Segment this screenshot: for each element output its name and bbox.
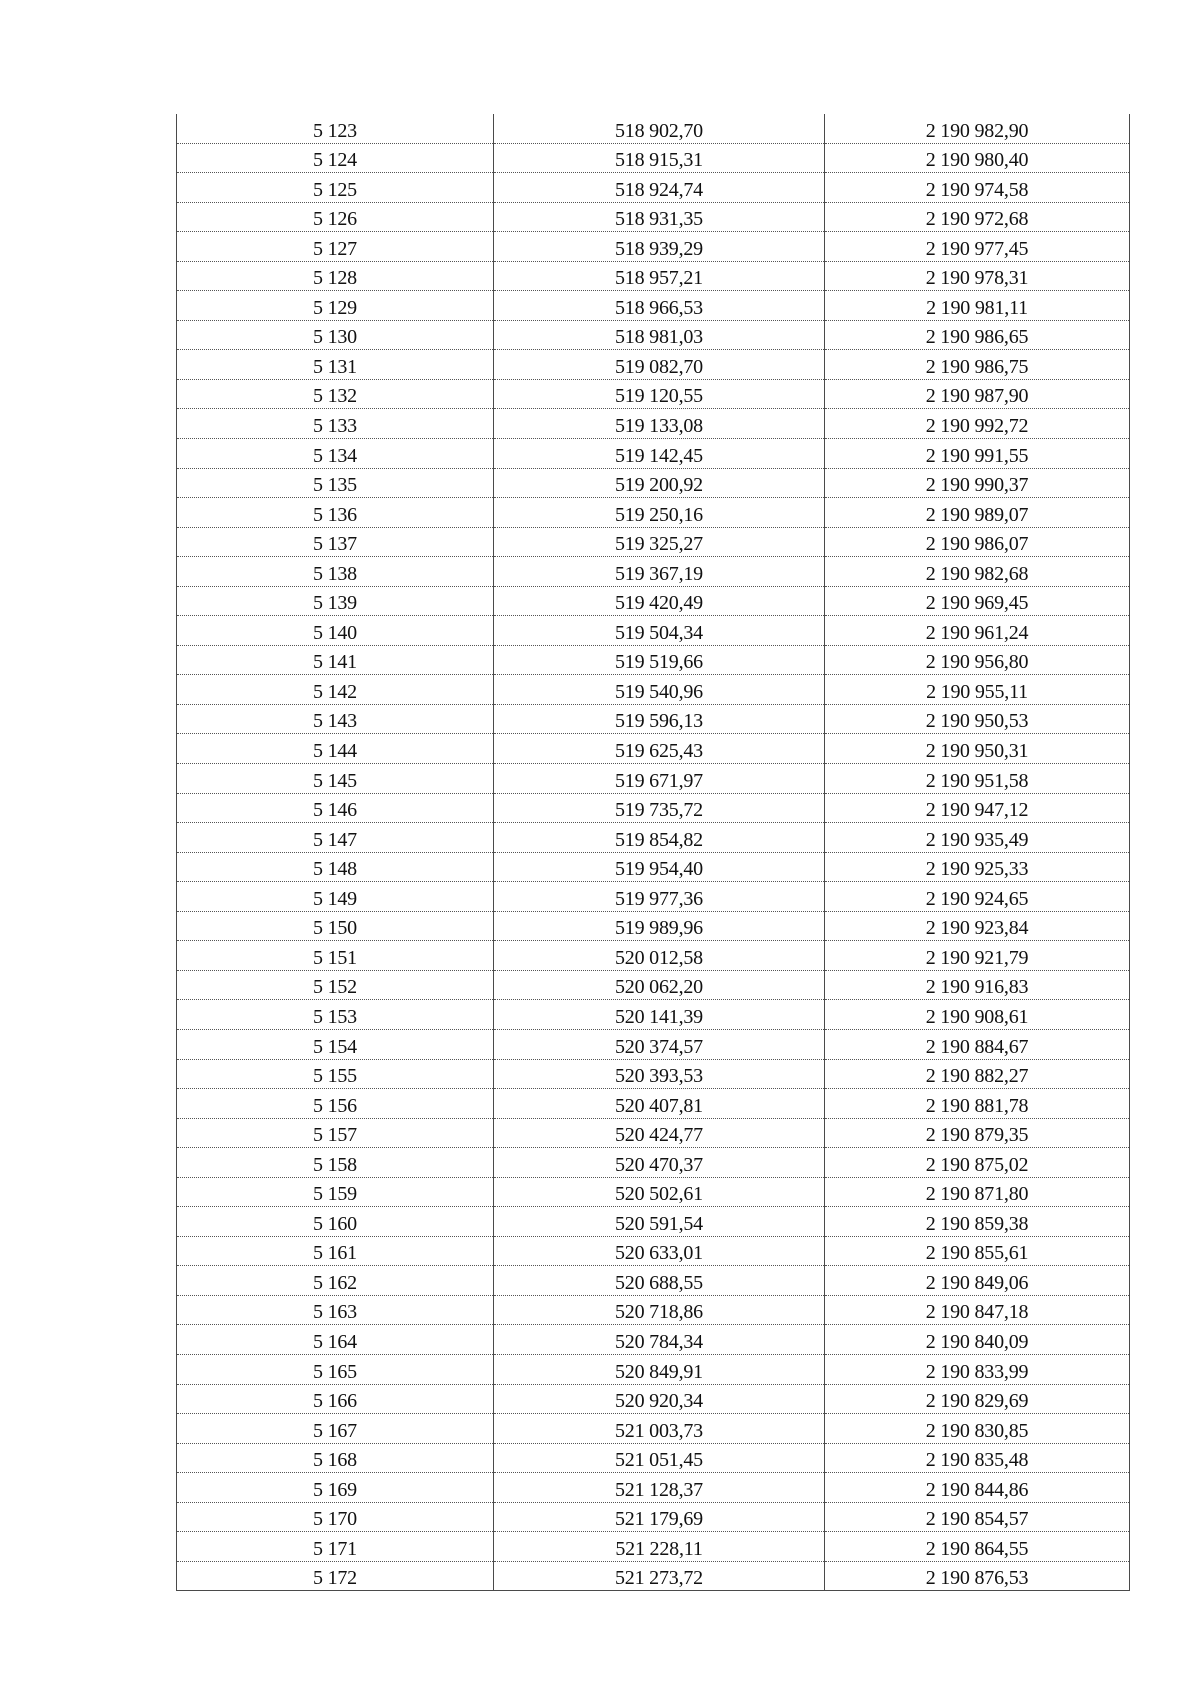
y-coordinate-cell: 2 190 840,09 bbox=[825, 1325, 1130, 1355]
table-row bbox=[177, 557, 1130, 587]
point-number-cell: 5 132 bbox=[177, 379, 494, 409]
table-row bbox=[177, 527, 1130, 557]
x-coordinate-cell: 519 954,40 bbox=[494, 852, 825, 882]
y-coordinate-cell: 2 190 833,99 bbox=[825, 1354, 1130, 1384]
x-coordinate-cell: 519 977,36 bbox=[494, 882, 825, 912]
point-number-cell: 5 139 bbox=[177, 586, 494, 616]
point-number-cell: 5 136 bbox=[177, 498, 494, 528]
x-coordinate-cell: 519 735,72 bbox=[494, 793, 825, 823]
x-coordinate-cell: 521 128,37 bbox=[494, 1473, 825, 1503]
y-coordinate-cell: 2 190 881,78 bbox=[825, 1089, 1130, 1119]
y-coordinate-cell: 2 190 977,45 bbox=[825, 232, 1130, 262]
point-number-cell: 5 165 bbox=[177, 1354, 494, 1384]
table-row bbox=[177, 114, 1130, 143]
x-coordinate-cell: 520 633,01 bbox=[494, 1236, 825, 1266]
point-number-cell: 5 153 bbox=[177, 1000, 494, 1030]
x-coordinate-cell: 519 519,66 bbox=[494, 645, 825, 675]
x-coordinate-cell: 519 367,19 bbox=[494, 557, 825, 587]
point-number-cell: 5 171 bbox=[177, 1532, 494, 1562]
x-coordinate-cell: 519 989,96 bbox=[494, 911, 825, 941]
coordinates-table-body bbox=[177, 114, 1130, 1591]
x-coordinate-cell: 520 012,58 bbox=[494, 941, 825, 971]
y-coordinate-cell: 2 190 882,27 bbox=[825, 1059, 1130, 1089]
x-coordinate-cell: 518 981,03 bbox=[494, 320, 825, 350]
table-row bbox=[177, 498, 1130, 528]
x-coordinate-cell: 518 924,74 bbox=[494, 173, 825, 203]
point-number-cell: 5 125 bbox=[177, 173, 494, 203]
table-row bbox=[177, 468, 1130, 498]
y-coordinate-cell: 2 190 989,07 bbox=[825, 498, 1130, 528]
table-row bbox=[177, 941, 1130, 971]
table-row bbox=[177, 291, 1130, 321]
x-coordinate-cell: 519 671,97 bbox=[494, 764, 825, 794]
point-number-cell: 5 138 bbox=[177, 557, 494, 587]
y-coordinate-cell: 2 190 908,61 bbox=[825, 1000, 1130, 1030]
y-coordinate-cell: 2 190 981,11 bbox=[825, 291, 1130, 321]
table-row bbox=[177, 882, 1130, 912]
point-number-cell: 5 131 bbox=[177, 350, 494, 380]
point-number-cell: 5 126 bbox=[177, 202, 494, 232]
x-coordinate-cell: 521 051,45 bbox=[494, 1443, 825, 1473]
point-number-cell: 5 144 bbox=[177, 734, 494, 764]
y-coordinate-cell: 2 190 974,58 bbox=[825, 173, 1130, 203]
y-coordinate-cell: 2 190 879,35 bbox=[825, 1118, 1130, 1148]
table-row bbox=[177, 320, 1130, 350]
x-coordinate-cell: 518 939,29 bbox=[494, 232, 825, 262]
table-row bbox=[177, 1148, 1130, 1178]
table-row bbox=[177, 675, 1130, 705]
y-coordinate-cell: 2 190 986,65 bbox=[825, 320, 1130, 350]
y-coordinate-cell: 2 190 951,58 bbox=[825, 764, 1130, 794]
x-coordinate-cell: 520 407,81 bbox=[494, 1089, 825, 1119]
table-row bbox=[177, 911, 1130, 941]
table-row bbox=[177, 823, 1130, 853]
point-number-cell: 5 157 bbox=[177, 1118, 494, 1148]
x-coordinate-cell: 520 374,57 bbox=[494, 1029, 825, 1059]
point-number-cell: 5 141 bbox=[177, 645, 494, 675]
y-coordinate-cell: 2 190 986,75 bbox=[825, 350, 1130, 380]
point-number-cell: 5 123 bbox=[177, 114, 494, 143]
x-coordinate-cell: 518 966,53 bbox=[494, 291, 825, 321]
point-number-cell: 5 163 bbox=[177, 1295, 494, 1325]
point-number-cell: 5 143 bbox=[177, 704, 494, 734]
y-coordinate-cell: 2 190 947,12 bbox=[825, 793, 1130, 823]
x-coordinate-cell: 520 424,77 bbox=[494, 1118, 825, 1148]
point-number-cell: 5 158 bbox=[177, 1148, 494, 1178]
x-coordinate-cell: 521 228,11 bbox=[494, 1532, 825, 1562]
x-coordinate-cell: 519 854,82 bbox=[494, 823, 825, 853]
point-number-cell: 5 130 bbox=[177, 320, 494, 350]
y-coordinate-cell: 2 190 992,72 bbox=[825, 409, 1130, 439]
y-coordinate-cell: 2 190 855,61 bbox=[825, 1236, 1130, 1266]
point-number-cell: 5 167 bbox=[177, 1414, 494, 1444]
x-coordinate-cell: 519 420,49 bbox=[494, 586, 825, 616]
table-row bbox=[177, 1207, 1130, 1237]
table-row bbox=[177, 379, 1130, 409]
y-coordinate-cell: 2 190 849,06 bbox=[825, 1266, 1130, 1296]
point-number-cell: 5 154 bbox=[177, 1029, 494, 1059]
y-coordinate-cell: 2 190 864,55 bbox=[825, 1532, 1130, 1562]
x-coordinate-cell: 519 120,55 bbox=[494, 379, 825, 409]
table-row bbox=[177, 704, 1130, 734]
x-coordinate-cell: 520 393,53 bbox=[494, 1059, 825, 1089]
y-coordinate-cell: 2 190 871,80 bbox=[825, 1177, 1130, 1207]
x-coordinate-cell: 520 502,61 bbox=[494, 1177, 825, 1207]
y-coordinate-cell: 2 190 982,68 bbox=[825, 557, 1130, 587]
table-row bbox=[177, 143, 1130, 173]
point-number-cell: 5 152 bbox=[177, 970, 494, 1000]
x-coordinate-cell: 519 133,08 bbox=[494, 409, 825, 439]
table-row bbox=[177, 350, 1130, 380]
y-coordinate-cell: 2 190 978,31 bbox=[825, 261, 1130, 291]
point-number-cell: 5 156 bbox=[177, 1089, 494, 1119]
y-coordinate-cell: 2 190 923,84 bbox=[825, 911, 1130, 941]
y-coordinate-cell: 2 190 829,69 bbox=[825, 1384, 1130, 1414]
x-coordinate-cell: 520 062,20 bbox=[494, 970, 825, 1000]
x-coordinate-cell: 519 082,70 bbox=[494, 350, 825, 380]
table-row bbox=[177, 439, 1130, 469]
y-coordinate-cell: 2 190 925,33 bbox=[825, 852, 1130, 882]
table-row bbox=[177, 616, 1130, 646]
x-coordinate-cell: 519 625,43 bbox=[494, 734, 825, 764]
x-coordinate-cell: 520 718,86 bbox=[494, 1295, 825, 1325]
table-row bbox=[177, 1029, 1130, 1059]
table-row bbox=[177, 1473, 1130, 1503]
x-coordinate-cell: 519 596,13 bbox=[494, 704, 825, 734]
y-coordinate-cell: 2 190 935,49 bbox=[825, 823, 1130, 853]
y-coordinate-cell: 2 190 955,11 bbox=[825, 675, 1130, 705]
table-row bbox=[177, 793, 1130, 823]
y-coordinate-cell: 2 190 969,45 bbox=[825, 586, 1130, 616]
point-number-cell: 5 124 bbox=[177, 143, 494, 173]
y-coordinate-cell: 2 190 830,85 bbox=[825, 1414, 1130, 1444]
point-number-cell: 5 155 bbox=[177, 1059, 494, 1089]
point-number-cell: 5 135 bbox=[177, 468, 494, 498]
y-coordinate-cell: 2 190 876,53 bbox=[825, 1561, 1130, 1591]
y-coordinate-cell: 2 190 950,53 bbox=[825, 704, 1130, 734]
point-number-cell: 5 134 bbox=[177, 439, 494, 469]
table-row bbox=[177, 764, 1130, 794]
point-number-cell: 5 168 bbox=[177, 1443, 494, 1473]
x-coordinate-cell: 518 915,31 bbox=[494, 143, 825, 173]
coordinates-table bbox=[176, 114, 1130, 1591]
point-number-cell: 5 161 bbox=[177, 1236, 494, 1266]
x-coordinate-cell: 519 200,92 bbox=[494, 468, 825, 498]
x-coordinate-cell: 519 142,45 bbox=[494, 439, 825, 469]
table-row bbox=[177, 1118, 1130, 1148]
table-row bbox=[177, 1561, 1130, 1591]
point-number-cell: 5 128 bbox=[177, 261, 494, 291]
y-coordinate-cell: 2 190 921,79 bbox=[825, 941, 1130, 971]
point-number-cell: 5 145 bbox=[177, 764, 494, 794]
table-row bbox=[177, 970, 1130, 1000]
x-coordinate-cell: 519 325,27 bbox=[494, 527, 825, 557]
x-coordinate-cell: 519 540,96 bbox=[494, 675, 825, 705]
table-row bbox=[177, 261, 1130, 291]
point-number-cell: 5 170 bbox=[177, 1502, 494, 1532]
x-coordinate-cell: 518 957,21 bbox=[494, 261, 825, 291]
y-coordinate-cell: 2 190 987,90 bbox=[825, 379, 1130, 409]
point-number-cell: 5 151 bbox=[177, 941, 494, 971]
point-number-cell: 5 159 bbox=[177, 1177, 494, 1207]
x-coordinate-cell: 521 179,69 bbox=[494, 1502, 825, 1532]
point-number-cell: 5 169 bbox=[177, 1473, 494, 1503]
table-row bbox=[177, 645, 1130, 675]
y-coordinate-cell: 2 190 972,68 bbox=[825, 202, 1130, 232]
y-coordinate-cell: 2 190 859,38 bbox=[825, 1207, 1130, 1237]
y-coordinate-cell: 2 190 924,65 bbox=[825, 882, 1130, 912]
y-coordinate-cell: 2 190 980,40 bbox=[825, 143, 1130, 173]
point-number-cell: 5 140 bbox=[177, 616, 494, 646]
table-row bbox=[177, 1384, 1130, 1414]
point-number-cell: 5 133 bbox=[177, 409, 494, 439]
point-number-cell: 5 172 bbox=[177, 1561, 494, 1591]
table-row bbox=[177, 232, 1130, 262]
x-coordinate-cell: 518 902,70 bbox=[494, 114, 825, 143]
table-row bbox=[177, 1443, 1130, 1473]
point-number-cell: 5 149 bbox=[177, 882, 494, 912]
table-row bbox=[177, 409, 1130, 439]
point-number-cell: 5 160 bbox=[177, 1207, 494, 1237]
y-coordinate-cell: 2 190 854,57 bbox=[825, 1502, 1130, 1532]
y-coordinate-cell: 2 190 982,90 bbox=[825, 114, 1130, 143]
x-coordinate-cell: 519 504,34 bbox=[494, 616, 825, 646]
table-row bbox=[177, 1295, 1130, 1325]
point-number-cell: 5 162 bbox=[177, 1266, 494, 1296]
point-number-cell: 5 146 bbox=[177, 793, 494, 823]
y-coordinate-cell: 2 190 884,67 bbox=[825, 1029, 1130, 1059]
point-number-cell: 5 150 bbox=[177, 911, 494, 941]
y-coordinate-cell: 2 190 835,48 bbox=[825, 1443, 1130, 1473]
table-row bbox=[177, 1089, 1130, 1119]
table-row bbox=[177, 1414, 1130, 1444]
y-coordinate-cell: 2 190 986,07 bbox=[825, 527, 1130, 557]
table-row bbox=[177, 1354, 1130, 1384]
table-row bbox=[177, 173, 1130, 203]
point-number-cell: 5 148 bbox=[177, 852, 494, 882]
table-row bbox=[177, 734, 1130, 764]
table-row bbox=[177, 1532, 1130, 1562]
y-coordinate-cell: 2 190 990,37 bbox=[825, 468, 1130, 498]
x-coordinate-cell: 520 141,39 bbox=[494, 1000, 825, 1030]
x-coordinate-cell: 519 250,16 bbox=[494, 498, 825, 528]
y-coordinate-cell: 2 190 956,80 bbox=[825, 645, 1130, 675]
x-coordinate-cell: 518 931,35 bbox=[494, 202, 825, 232]
y-coordinate-cell: 2 190 916,83 bbox=[825, 970, 1130, 1000]
table-row bbox=[177, 1059, 1130, 1089]
y-coordinate-cell: 2 190 875,02 bbox=[825, 1148, 1130, 1178]
table-row bbox=[177, 1177, 1130, 1207]
table-row bbox=[177, 586, 1130, 616]
point-number-cell: 5 166 bbox=[177, 1384, 494, 1414]
x-coordinate-cell: 520 470,37 bbox=[494, 1148, 825, 1178]
y-coordinate-cell: 2 190 844,86 bbox=[825, 1473, 1130, 1503]
y-coordinate-cell: 2 190 991,55 bbox=[825, 439, 1130, 469]
y-coordinate-cell: 2 190 847,18 bbox=[825, 1295, 1130, 1325]
table-row bbox=[177, 1266, 1130, 1296]
table-row bbox=[177, 202, 1130, 232]
table-row bbox=[177, 1000, 1130, 1030]
point-number-cell: 5 164 bbox=[177, 1325, 494, 1355]
x-coordinate-cell: 520 591,54 bbox=[494, 1207, 825, 1237]
y-coordinate-cell: 2 190 950,31 bbox=[825, 734, 1130, 764]
x-coordinate-cell: 520 920,34 bbox=[494, 1384, 825, 1414]
table-row bbox=[177, 1502, 1130, 1532]
point-number-cell: 5 147 bbox=[177, 823, 494, 853]
table-row bbox=[177, 852, 1130, 882]
point-number-cell: 5 127 bbox=[177, 232, 494, 262]
point-number-cell: 5 129 bbox=[177, 291, 494, 321]
table-row bbox=[177, 1236, 1130, 1266]
x-coordinate-cell: 520 784,34 bbox=[494, 1325, 825, 1355]
x-coordinate-cell: 521 273,72 bbox=[494, 1561, 825, 1591]
x-coordinate-cell: 520 849,91 bbox=[494, 1354, 825, 1384]
y-coordinate-cell: 2 190 961,24 bbox=[825, 616, 1130, 646]
x-coordinate-cell: 520 688,55 bbox=[494, 1266, 825, 1296]
table-row bbox=[177, 1325, 1130, 1355]
x-coordinate-cell: 521 003,73 bbox=[494, 1414, 825, 1444]
point-number-cell: 5 137 bbox=[177, 527, 494, 557]
point-number-cell: 5 142 bbox=[177, 675, 494, 705]
